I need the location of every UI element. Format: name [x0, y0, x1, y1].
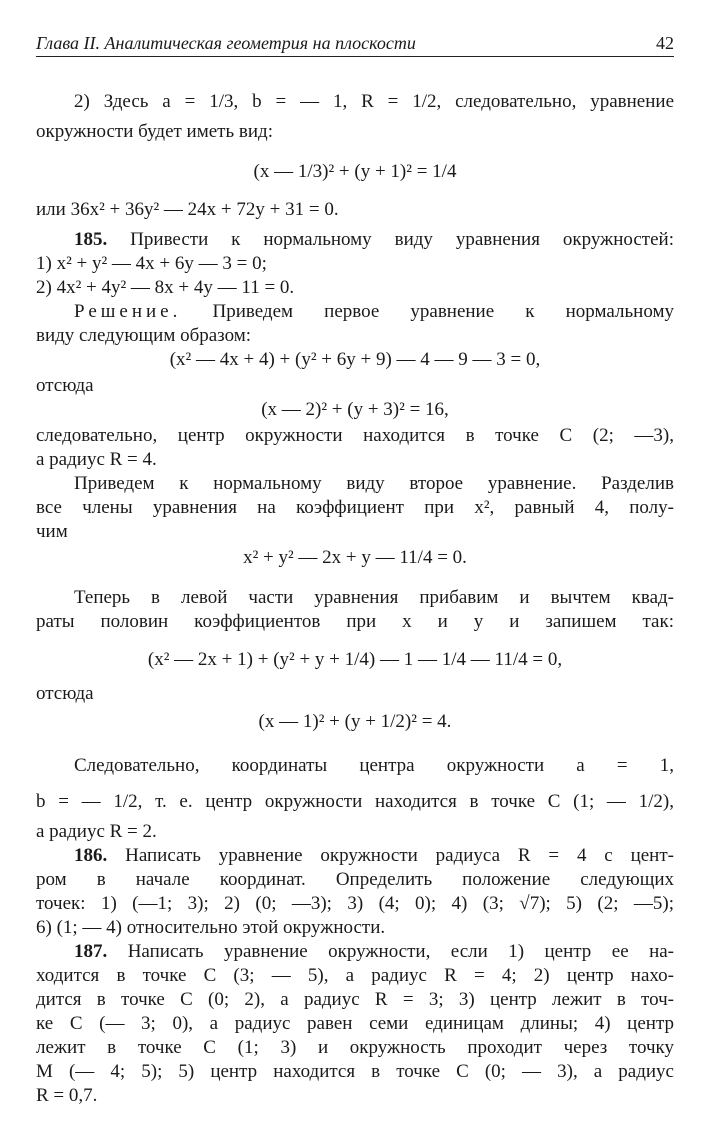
text-line: 186. Написать уравнение окружности радиуса R = 4 с цент-: [74, 845, 674, 866]
text-line: или 36x² + 36y² — 24x + 72y + 31 = 0.: [36, 199, 339, 220]
text-line: окружности будет иметь вид:: [36, 121, 273, 142]
page-number: 42: [656, 33, 674, 53]
text-line: а радиус R = 4.: [36, 449, 157, 470]
text-line: а радиус R = 2.: [36, 821, 157, 842]
text-line: M (— 4; 5); 5) центр находится в точке C (0; — 3), а радиус: [36, 1061, 674, 1082]
text-line: ром в начале координат. Определить положение следующих: [36, 869, 674, 890]
text-line: ходится в точке C (3; — 5), а радиус R = 4; 2) центр нахо-: [36, 965, 674, 986]
text-line: (x² — 2x + 1) + (y² + y + 1/4) — 1 — 1/4 — 11/4 = 0,: [147, 649, 563, 670]
text-line: R = 0,7.: [36, 1085, 98, 1106]
text-line: 2) Здесь a = 1/3, b = — 1, R = 1/2, следовательно, уравнение: [74, 91, 674, 112]
header-rule: [36, 56, 674, 57]
text-line: лежит в точке C (1; 3) и окружность проходит через точку: [36, 1037, 674, 1058]
chapter-title: Глава II. Аналитическая геометрия на плоскости: [36, 33, 416, 53]
text-line: 187. Написать уравнение окружности, если 1) центр ее на-: [74, 941, 674, 962]
text-line: отсюда: [36, 375, 94, 396]
text-line: 6) (1; — 4) относительно этой окружности.: [36, 917, 386, 938]
text-line: (x — 2)² + (y + 3)² = 16,: [261, 399, 449, 420]
text-line: (x — 1)² + (y + 1/2)² = 4.: [258, 711, 452, 732]
text-line: следовательно, центр окружности находится в точке C (2; —3),: [36, 425, 674, 446]
text-line: чим: [36, 521, 68, 542]
text-line: Следовательно, координаты центра окружности a = 1,: [74, 755, 674, 776]
text-line: отсюда: [36, 683, 94, 704]
text-line: точек: 1) (—1; 3); 2) (0; —3); 3) (4; 0); 4) (3; √7); 5) (2; —5);: [36, 893, 674, 914]
text-line: виду следующим образом:: [36, 325, 252, 346]
text-line: b = — 1/2, т. е. центр окружности находится в точке C (1; — 1/2),: [36, 791, 674, 812]
running-header: [36, 30, 674, 56]
text-line: Решение. Приведем первое уравнение к нормальному: [74, 301, 674, 322]
text-line: 2) 4x² + 4y² — 8x + 4y — 11 = 0.: [36, 277, 295, 298]
text-line: Приведем к нормальному виду второе уравнение. Разделив: [74, 473, 674, 494]
text-line: ке C (— 3; 0), а радиус равен семи единицам длины; 4) центр: [36, 1013, 674, 1034]
text-line: (x² — 4x + 4) + (y² + 6y + 9) — 4 — 9 — 3 = 0,: [169, 349, 541, 370]
text-line: все члены уравнения на коэффициент при x², равный 4, полу-: [36, 497, 674, 518]
text-line: 185. Привести к нормальному виду уравнения окружностей:: [74, 229, 674, 250]
text-line: Теперь в левой части уравнения прибавим и вычтем квад-: [74, 587, 674, 608]
text-line: (x — 1/3)² + (y + 1)² = 1/4: [253, 161, 457, 182]
text-line: 1) x² + y² — 4x + 6y — 3 = 0;: [36, 253, 267, 274]
text-line: раты половин коэффициентов при x и y и запишем так:: [36, 611, 674, 632]
text-line: x² + y² — 2x + y — 11/4 = 0.: [243, 547, 467, 568]
text-line: дится в точке C (0; 2), а радиус R = 3; 3) центр лежит в точ-: [36, 989, 674, 1010]
